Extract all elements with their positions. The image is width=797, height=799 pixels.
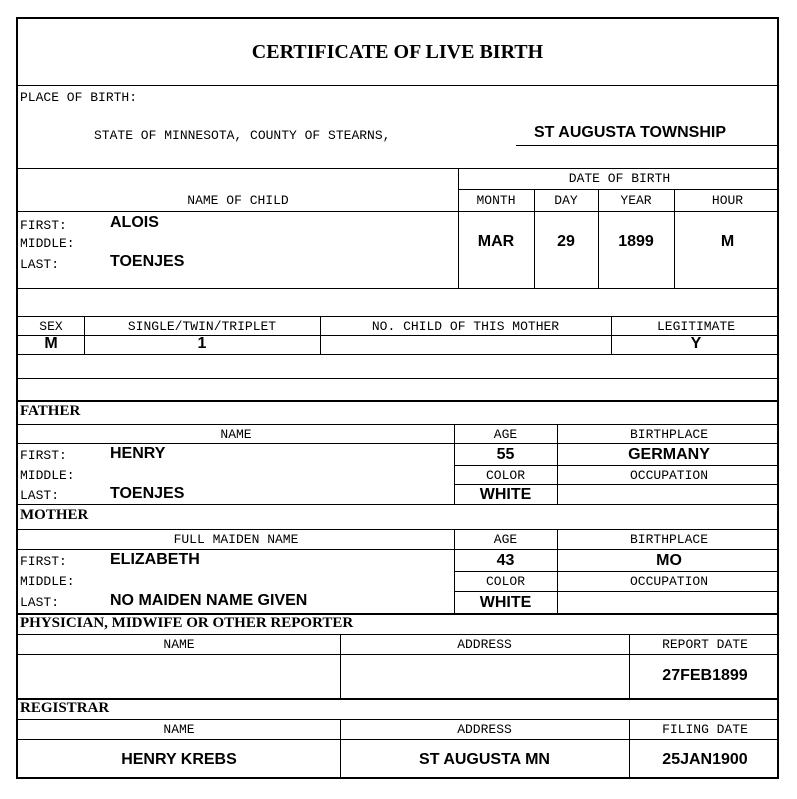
birth-month: MAR	[477, 233, 515, 250]
month-header: MONTH	[476, 193, 516, 208]
mother-birthplace-header: BIRTHPLACE	[629, 532, 708, 547]
mother-color-header: COLOR	[485, 574, 525, 589]
mother-age-header: AGE	[493, 532, 518, 547]
plurality-value: 1	[197, 335, 207, 352]
date-of-birth-header: DATE OF BIRTH	[568, 171, 671, 186]
township-value: ST AUGUSTA TOWNSHIP	[534, 124, 726, 141]
child-name-header: NAME OF CHILD	[187, 193, 289, 208]
divider	[18, 739, 777, 740]
filing-date: 25JAN1900	[662, 751, 748, 768]
divider	[18, 211, 777, 212]
father-birthplace: GERMANY	[628, 446, 710, 463]
father-last-label: LAST:	[20, 488, 60, 503]
divider	[18, 316, 777, 317]
reporter-name-header: NAME	[163, 637, 195, 652]
divider	[18, 85, 777, 86]
mother-occupation-header: OCCUPATION	[629, 574, 708, 589]
father-first-name: HENRY	[110, 445, 166, 462]
place-of-birth-label: PLACE OF BIRTH:	[20, 90, 138, 105]
divider	[18, 549, 777, 550]
divider	[18, 354, 777, 355]
filing-date-header: FILING DATE	[662, 722, 748, 737]
report-date-header: REPORT DATE	[662, 637, 748, 652]
child-first-label: FIRST:	[20, 218, 67, 233]
reporter-address-header: ADDRESS	[457, 637, 512, 652]
child-last-name: TOENJES	[110, 253, 185, 270]
divider	[18, 424, 777, 425]
divider	[18, 288, 777, 289]
divider	[18, 504, 777, 505]
mother-first-label: FIRST:	[20, 554, 67, 569]
divider	[458, 168, 459, 288]
registrar-address-header: ADDRESS	[457, 722, 512, 737]
divider	[18, 378, 777, 379]
mother-section-title: MOTHER	[20, 507, 89, 523]
father-age: 55	[496, 446, 515, 463]
child-middle-label: MIDDLE:	[20, 236, 75, 251]
birth-hour: M	[720, 233, 735, 250]
birth-certificate	[16, 17, 779, 779]
plurality-header: SINGLE/TWIN/TRIPLET	[127, 319, 277, 334]
divider	[18, 698, 777, 700]
father-section-title: FATHER	[20, 403, 81, 419]
divider	[454, 484, 777, 485]
sex-value: M	[44, 335, 58, 352]
year-header: YEAR	[620, 193, 652, 208]
child-number-header: NO. CHILD OF THIS MOTHER	[371, 319, 560, 334]
father-birthplace-header: BIRTHPLACE	[629, 427, 708, 442]
father-color-header: COLOR	[485, 468, 525, 483]
divider	[18, 400, 777, 402]
registrar-address: ST AUGUSTA MN	[419, 751, 550, 768]
divider	[454, 465, 777, 466]
mother-first-name: ELIZABETH	[110, 551, 200, 568]
mother-last-name: NO MAIDEN NAME GIVEN	[110, 592, 308, 609]
mother-color: WHITE	[479, 594, 532, 611]
state-county-text: STATE OF MINNESOTA, COUNTY OF STEARNS,	[94, 128, 391, 143]
divider	[18, 443, 777, 444]
father-name-header: NAME	[220, 427, 252, 442]
hour-header: HOUR	[711, 193, 744, 208]
divider	[18, 634, 777, 635]
child-last-label: LAST:	[20, 257, 60, 272]
legitimate-header: LEGITIMATE	[656, 319, 735, 334]
registrar-name-header: NAME	[163, 722, 195, 737]
father-first-label: FIRST:	[20, 448, 67, 463]
divider	[18, 654, 777, 655]
father-middle-label: MIDDLE:	[20, 468, 75, 483]
certificate-title: CERTIFICATE OF LIVE BIRTH	[251, 41, 544, 63]
sex-header: SEX	[39, 319, 63, 334]
registrar-name: HENRY KREBS	[121, 751, 237, 768]
mother-name-header: FULL MAIDEN NAME	[173, 532, 299, 547]
father-age-header: AGE	[493, 427, 518, 442]
father-last-name: TOENJES	[110, 485, 185, 502]
divider	[18, 529, 777, 530]
divider	[18, 168, 777, 169]
registrar-section-title: REGISTRAR	[20, 700, 110, 716]
child-first-name: ALOIS	[110, 214, 159, 231]
mother-birthplace: MO	[656, 552, 682, 569]
mother-last-label: LAST:	[20, 595, 60, 610]
mother-age: 43	[496, 552, 515, 569]
birth-year: 1899	[618, 233, 654, 250]
divider	[18, 719, 777, 720]
reporter-section-title: PHYSICIAN, MIDWIFE OR OTHER REPORTER	[20, 615, 354, 631]
divider	[454, 591, 777, 592]
divider	[454, 571, 777, 572]
day-header: DAY	[554, 193, 578, 208]
legitimate-value: Y	[690, 335, 702, 352]
report-date: 27FEB1899	[662, 667, 748, 684]
township-underline	[516, 145, 778, 146]
father-occupation-header: OCCUPATION	[629, 468, 708, 483]
mother-middle-label: MIDDLE:	[20, 574, 75, 589]
divider	[458, 189, 777, 190]
father-color: WHITE	[479, 486, 532, 503]
birth-day: 29	[557, 233, 575, 250]
